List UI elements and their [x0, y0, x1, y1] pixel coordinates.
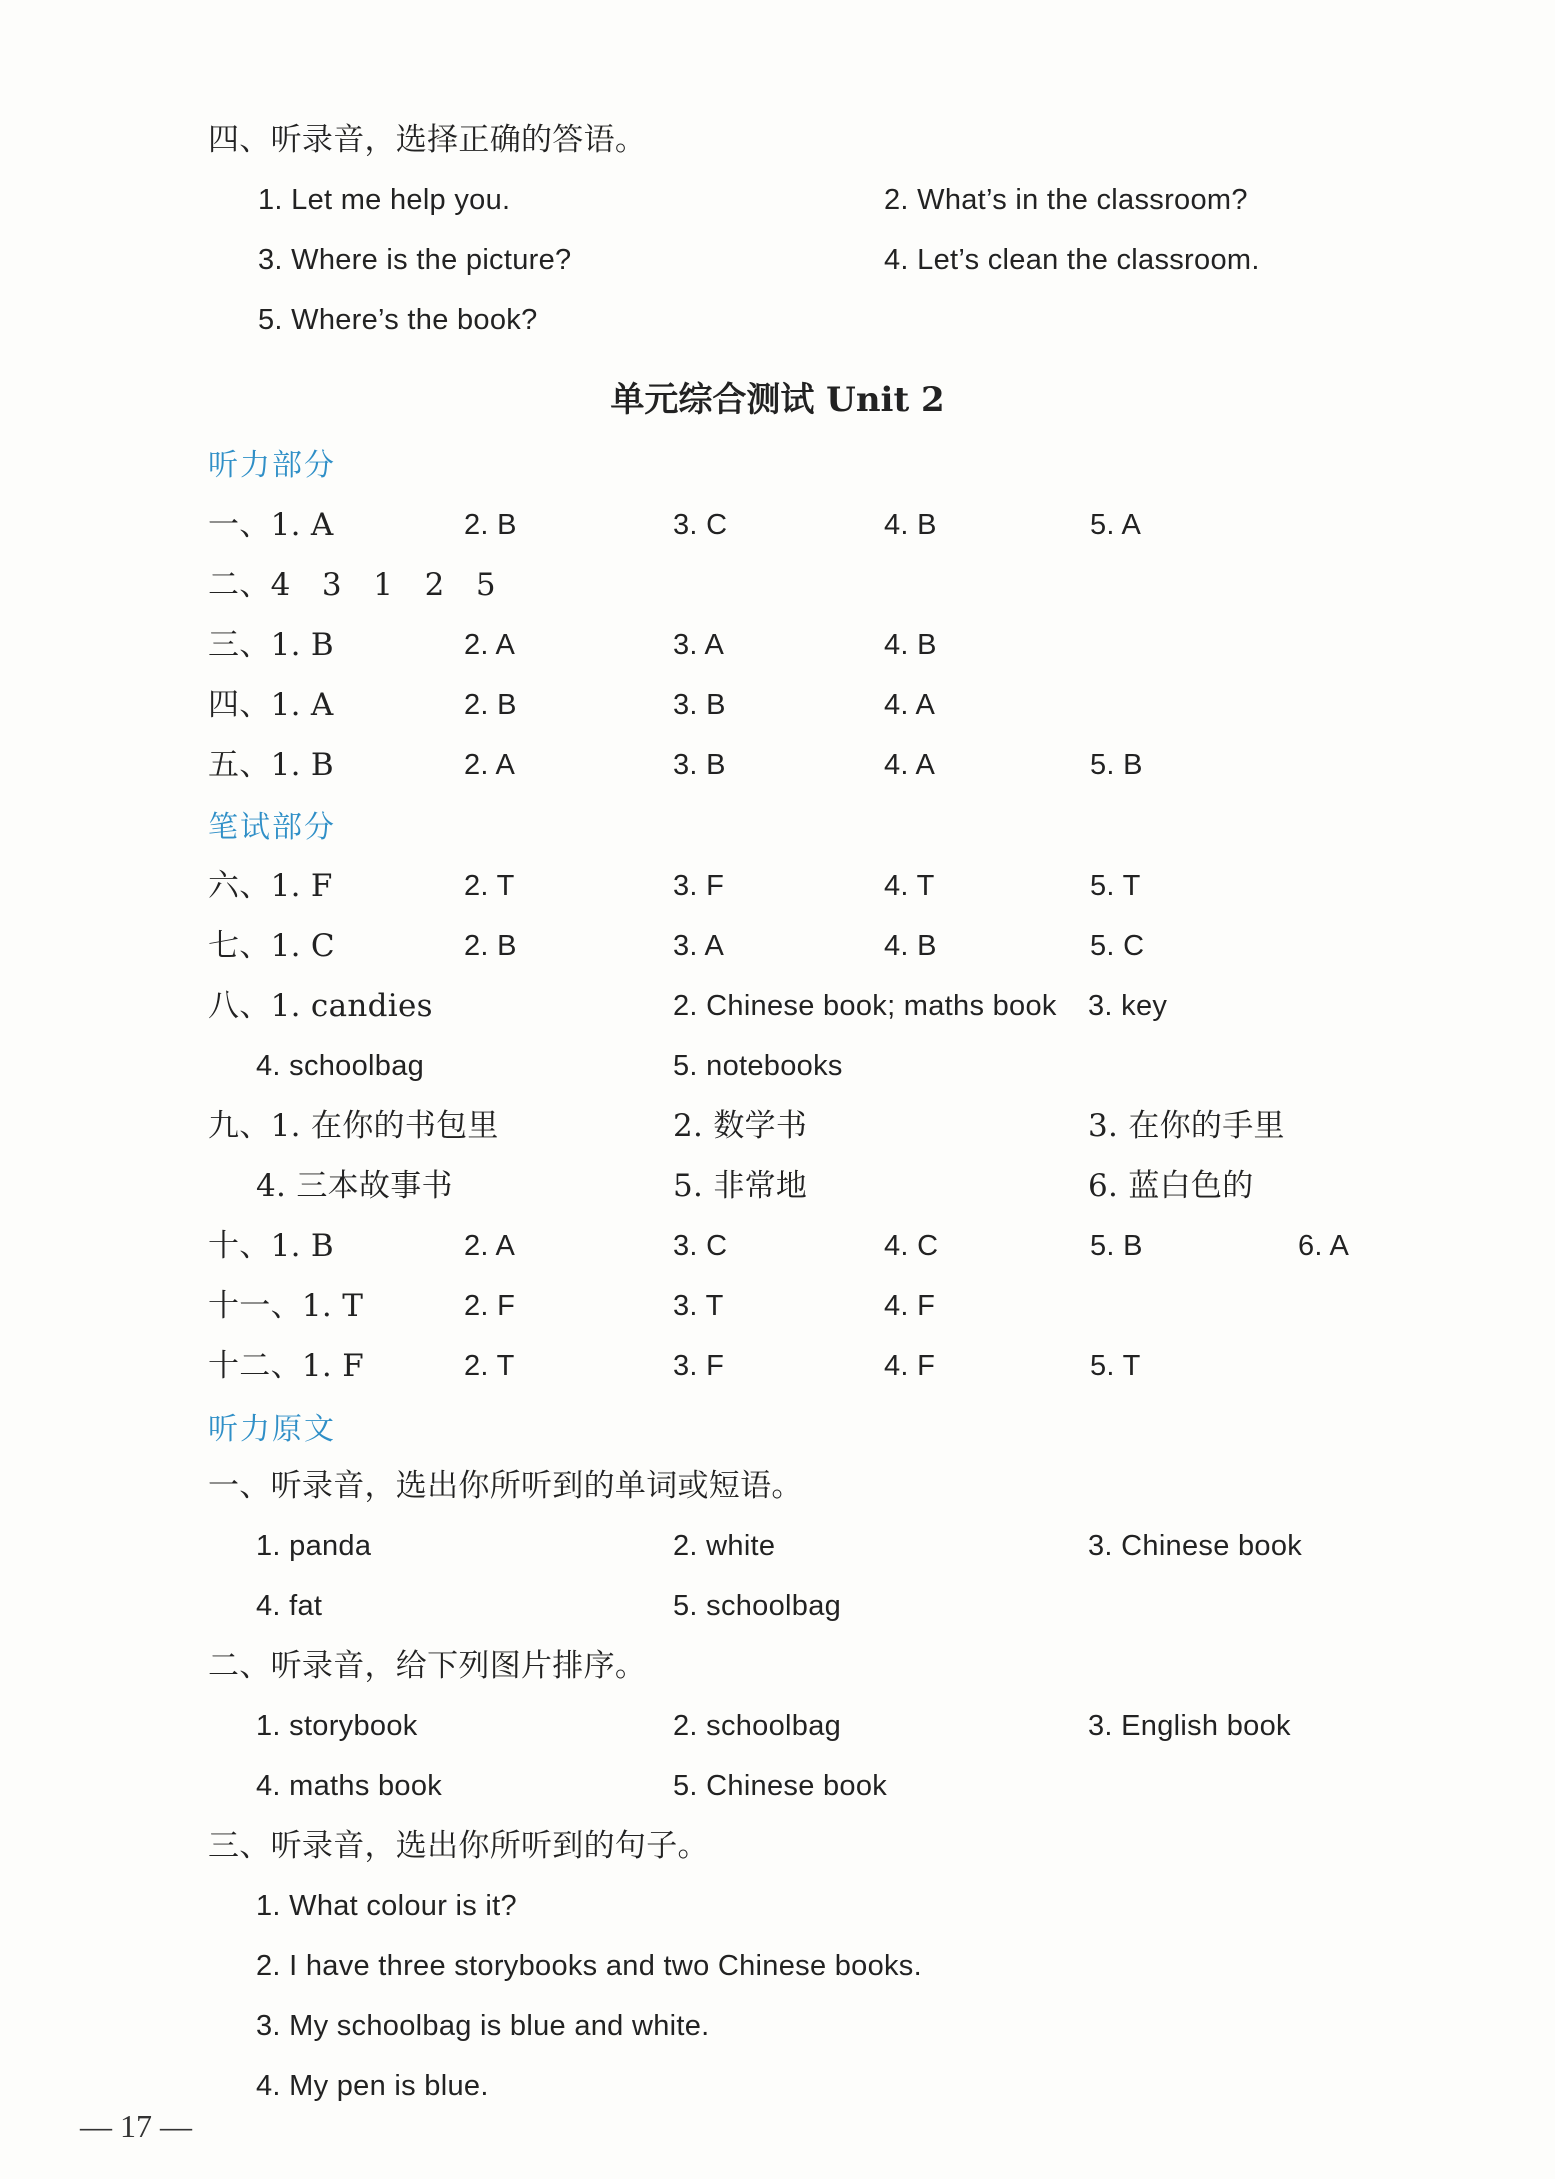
section-listening: 听力部分 — [208, 448, 336, 483]
transcript-1-row-b — [208, 1576, 1408, 1636]
answer-cell: 十二、1. F — [208, 1348, 365, 1384]
transcript-2-title: 二、听录音，给下列图片排序。 — [208, 1648, 647, 1684]
answer-row-4 — [208, 675, 1408, 735]
transcript-item: 2. schoolbag — [673, 1710, 842, 1742]
answer-cell: 十、1. B — [208, 1228, 335, 1264]
answer-cell: 3. F — [673, 870, 725, 902]
part4-row-2 — [208, 230, 1408, 290]
answer-cell: 4. B — [884, 509, 937, 541]
answer-cell: 2. B — [464, 509, 517, 541]
transcript-item: 2. I have three storybooks and two Chinese books. — [256, 1950, 922, 1982]
part4-row-1 — [208, 170, 1408, 230]
transcript-3-title: 三、听录音，选出你所听到的句子。 — [208, 1828, 709, 1864]
answer-row-8a — [208, 976, 1408, 1036]
answer-cell: 2. B — [464, 689, 517, 721]
part4-row-3 — [208, 290, 1408, 350]
transcript-3-title-line — [208, 1816, 1408, 1876]
transcript-1-row-a — [208, 1516, 1408, 1576]
answer-cell: 3. T — [673, 1290, 724, 1322]
answer-cell: 3. 在你的手里 — [1088, 1108, 1285, 1144]
answer-row-9a — [208, 1096, 1408, 1156]
transcript-item: 4. fat — [256, 1590, 323, 1622]
answer-cell: 三、1. B — [208, 627, 335, 663]
page-number: — 17 — — [80, 2108, 192, 2144]
answer-cell: 十一、1. T — [208, 1288, 364, 1324]
answer-cell: 4. F — [884, 1290, 936, 1322]
answer-cell: 3. A — [673, 930, 725, 962]
part4-item: 3. Where is the picture? — [258, 244, 572, 276]
transcript-2-row-a — [208, 1696, 1408, 1756]
transcript-3-row-1 — [208, 1876, 1408, 1936]
transcript-item: 4. My pen is blue. — [256, 2070, 489, 2102]
answer-cell: 九、1. 在你的书包里 — [208, 1108, 499, 1144]
transcript-item: 5. Chinese book — [673, 1770, 888, 1802]
answer-cell: 2. A — [464, 629, 516, 661]
answer-cell: 3. F — [673, 1350, 725, 1382]
answer-row-5 — [208, 735, 1408, 795]
answer-cell: 六、1. F — [208, 868, 333, 904]
answer-cell: 2. T — [464, 870, 515, 902]
answer-cell: 4. B — [884, 930, 937, 962]
answer-cell: 5. T — [1090, 1350, 1141, 1382]
part4-title-line — [208, 110, 1408, 170]
answer-cell: 二、4 3 1 2 5 — [208, 567, 496, 603]
answer-cell: 3. B — [673, 749, 726, 781]
transcript-item: 2. white — [673, 1530, 776, 1562]
transcript-3-row-2 — [208, 1936, 1408, 1996]
answer-cell: 2. A — [464, 749, 516, 781]
answer-cell: 3. C — [673, 509, 728, 541]
transcript-2-row-b — [208, 1756, 1408, 1816]
answer-cell: 5. C — [1090, 930, 1145, 962]
transcript-2-title-line — [208, 1636, 1408, 1696]
answer-cell: 5. B — [1090, 1230, 1143, 1262]
answer-cell: 4. A — [884, 749, 936, 781]
part4-item: 5. Where’s the book? — [258, 304, 538, 336]
transcript-1-title: 一、听录音，选出你所听到的单词或短语。 — [208, 1468, 803, 1504]
answer-row-8b — [208, 1036, 1408, 1096]
answer-cell: 3. C — [673, 1230, 728, 1262]
answer-cell: 2. 数学书 — [673, 1108, 808, 1144]
answer-cell: 4. C — [884, 1230, 939, 1262]
transcript-item: 1. panda — [256, 1530, 372, 1562]
transcript-item: 3. English book — [1088, 1710, 1291, 1742]
answer-cell: 3. key — [1088, 990, 1168, 1022]
answer-cell: 2. B — [464, 930, 517, 962]
answer-cell: 5. 非常地 — [673, 1168, 808, 1204]
transcript-1-title-line — [208, 1456, 1408, 1516]
answer-cell: 2. Chinese book; maths book — [673, 990, 1057, 1022]
answer-cell: 5. B — [1090, 749, 1143, 781]
answer-cell: 一、1. A — [208, 507, 334, 543]
answer-cell: 4. T — [884, 870, 935, 902]
transcript-item: 3. Chinese book — [1088, 1530, 1303, 1562]
answer-cell: 2. T — [464, 1350, 515, 1382]
part4-item: 4. Let’s clean the classroom. — [884, 244, 1260, 276]
answer-cell: 3. A — [673, 629, 725, 661]
answer-cell: 八、1. candies — [208, 988, 433, 1024]
answer-row-11 — [208, 1276, 1408, 1336]
answer-cell: 五、1. B — [208, 747, 335, 783]
part4-item: 2. What’s in the classroom? — [884, 184, 1248, 216]
answer-row-6 — [208, 856, 1408, 916]
answer-cell: 2. F — [464, 1290, 516, 1322]
part4-title: 四、听录音，选择正确的答语。 — [208, 122, 647, 158]
answer-cell: 2. A — [464, 1230, 516, 1262]
answer-row-10 — [208, 1216, 1408, 1276]
transcript-3-row-3 — [208, 1996, 1408, 2056]
answer-cell: 七、1. C — [208, 928, 335, 964]
transcript-item: 1. What colour is it? — [256, 1890, 517, 1922]
answer-cell: 3. B — [673, 689, 726, 721]
answer-cell: 4. B — [884, 629, 937, 661]
transcript-item: 5. schoolbag — [673, 1590, 842, 1622]
unit-title: 单元综合测试 Unit 2 — [610, 380, 945, 420]
transcript-item: 1. storybook — [256, 1710, 418, 1742]
answer-cell: 4. F — [884, 1350, 936, 1382]
answer-cell: 5. A — [1090, 509, 1142, 541]
answer-cell: 四、1. A — [208, 687, 334, 723]
answer-row-7 — [208, 916, 1408, 976]
answer-cell: 4. A — [884, 689, 936, 721]
answer-cell: 5. notebooks — [673, 1050, 843, 1082]
section-transcript: 听力原文 — [208, 1412, 336, 1447]
part4-item: 1. Let me help you. — [258, 184, 511, 216]
answer-cell: 4. 三本故事书 — [256, 1168, 453, 1204]
section-writing: 笔试部分 — [208, 810, 336, 845]
transcript-item: 4. maths book — [256, 1770, 443, 1802]
answer-row-3 — [208, 615, 1408, 675]
answer-row-9b — [208, 1156, 1408, 1216]
answer-cell: 4. schoolbag — [256, 1050, 425, 1082]
answer-row-1 — [208, 495, 1408, 555]
answer-cell: 5. T — [1090, 870, 1141, 902]
answer-cell: 6. 蓝白色的 — [1088, 1168, 1254, 1204]
transcript-3-row-4 — [208, 2056, 1408, 2116]
answer-cell: 6. A — [1298, 1230, 1350, 1262]
answer-row-12 — [208, 1336, 1408, 1396]
answer-row-2 — [208, 555, 1408, 615]
transcript-item: 3. My schoolbag is blue and white. — [256, 2010, 710, 2042]
